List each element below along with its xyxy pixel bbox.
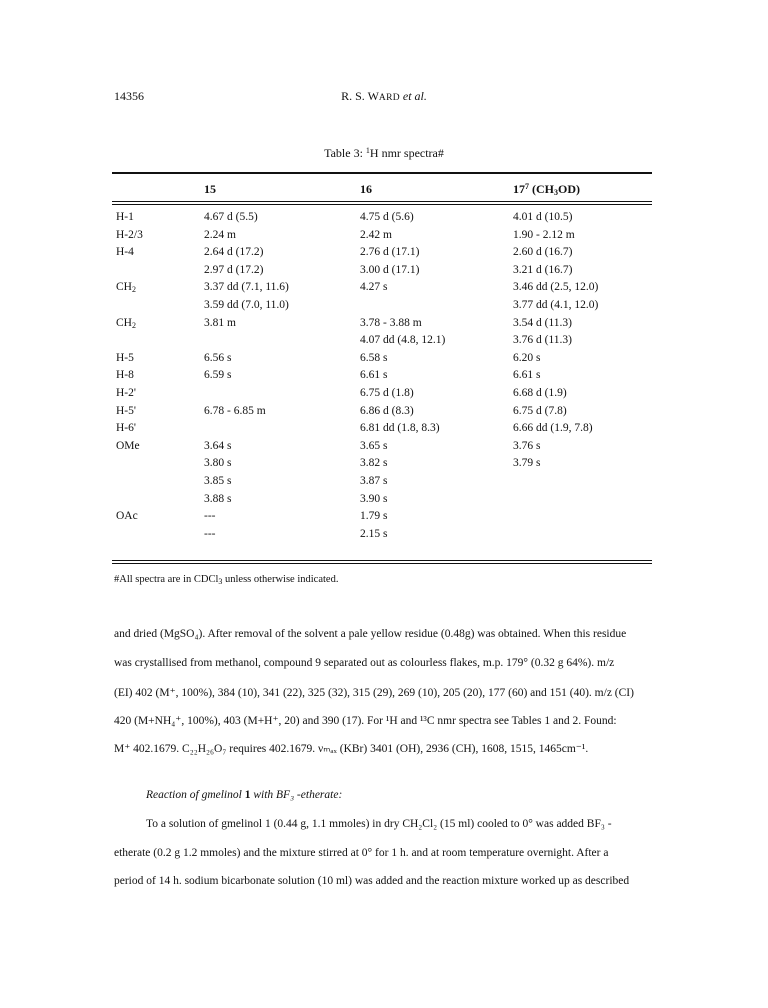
cell-16: 6.86 d (8.3): [360, 404, 414, 417]
table-caption-sup: 1: [365, 146, 370, 155]
p2-line: etherate (0.2 g 1.2 mmoles) and the mixture stirred at 0° for 1 h. and at room temperature overnight. After a: [114, 847, 609, 859]
cell-17: 6.61 s: [513, 369, 541, 382]
cell-16: 2.42 m: [360, 228, 392, 241]
col-header-17-solvent: (CH: [532, 182, 554, 196]
cell-15: 6.56 s: [204, 351, 232, 364]
table-bottom-rule: [112, 560, 652, 561]
cell-17: 3.76 s: [513, 439, 541, 452]
cell-16: 2.76 d (17.1): [360, 246, 420, 259]
cell-15: ---: [204, 527, 216, 540]
row-label: H-5: [116, 351, 134, 364]
running-head-author: R. S. W: [341, 89, 379, 103]
cell-16: 3.00 d (17.1): [360, 263, 420, 276]
p2-line: To a solution of gmelinol 1 (0.44 g, 1.1 mmoles) in dry CH₂Cl₂ (15 ml) cooled to 0° was added BF₃ -: [146, 818, 612, 830]
table-header-rule-2: [112, 204, 652, 205]
row-label: H-1: [116, 211, 134, 223]
table-caption-text: H nmr spectra#: [369, 146, 444, 160]
cell-15: 3.59 dd (7.0, 11.0): [204, 299, 289, 311]
cell-15: 2.97 d (17.2): [204, 263, 264, 276]
table-bottom-rule-2: [112, 563, 652, 564]
row-label: OMe: [116, 439, 140, 452]
cell-15: 3.80 s: [204, 457, 232, 470]
cell-15: 3.88 s: [204, 492, 232, 505]
running-head: [0, 89, 768, 104]
table-footnote: [114, 574, 338, 585]
p1-line: 420 (M+NH₄⁺, 100%), 403 (M+H⁺, 20) and 390 (17). For ¹H and ¹³C nmr spectra see Tables 1 and 2. Found:: [114, 715, 617, 727]
heading-text: Reaction of gmelinol: [146, 789, 245, 801]
cell-17: 4.01 d (10.5): [513, 211, 573, 223]
cell-16: 6.58 s: [360, 351, 388, 364]
cell-17: 6.20 s: [513, 351, 541, 364]
cell-16: 6.81 dd (1.8, 8.3): [360, 422, 440, 435]
footnote-sub: 3: [218, 577, 223, 586]
table-header-rule: [112, 201, 652, 202]
cell-16: 6.61 s: [360, 369, 388, 382]
cell-17: 3.77 dd (4.1, 12.0): [513, 299, 599, 311]
running-head-suffix: et al.: [402, 89, 427, 103]
row-label: OAc: [116, 510, 138, 523]
p2-line: period of 14 h. sodium bicarbonate solution (10 ml) was added and the reaction mixture worked up as described: [114, 875, 630, 887]
cell-16: 3.90 s: [360, 492, 388, 505]
cell-16: 4.27 s: [360, 281, 388, 294]
cell-15: 4.67 d (5.5): [204, 211, 258, 223]
cell-16: 1.79 s: [360, 510, 388, 523]
cell-17: 6.66 dd (1.9, 7.8): [513, 422, 593, 435]
page-number: 14356: [114, 89, 144, 103]
cell-17: 3.76 d (11.3): [513, 334, 572, 347]
cell-15: 3.81 m: [204, 316, 236, 329]
row-label: H-2/3: [116, 228, 143, 241]
row-label: H-6': [116, 422, 136, 435]
section-heading: [146, 789, 342, 801]
col-header-17-num: 17: [513, 182, 525, 196]
cell-17: 3.21 d (16.7): [513, 263, 573, 276]
table-top-rule: [112, 172, 652, 174]
p1-line: was crystallised from methanol, compound 9 separated out as colourless flakes, m.p. 179° (0.32 g 64%). m/z: [114, 657, 615, 669]
col-header-17-solvent-end: OD): [558, 182, 580, 196]
cell-16: 2.15 s: [360, 527, 388, 540]
cell-17: 6.75 d (7.8): [513, 404, 567, 417]
row-label: H-8: [116, 369, 134, 382]
table-caption: [0, 146, 768, 161]
heading-text-end: with BF₃ -etherate:: [250, 789, 343, 801]
row-label: $CH_2$: [116, 316, 136, 330]
row-label: H-5': [116, 404, 136, 417]
cell-17: 1.90 - 2.12 m: [513, 228, 575, 241]
cell-15: 6.59 s: [204, 369, 232, 382]
row-label: H-2': [116, 387, 136, 399]
p1-line: and dried (MgSO₄). After removal of the solvent a pale yellow residue (0.48g) was obtained. When this residue: [114, 628, 627, 640]
cell-15: 3.64 s: [204, 439, 232, 452]
cell-15: ---: [204, 510, 216, 523]
cell-15: 2.64 d (17.2): [204, 246, 264, 259]
row-label: H-4: [116, 246, 134, 259]
row-label-sub: 2: [131, 320, 136, 330]
footnote-text: #All spectra are in CDCl: [114, 574, 219, 585]
cell-17: 3.46 dd (2.5, 12.0): [513, 281, 599, 294]
col-header-17-solvent-sub: 3: [554, 188, 558, 197]
cell-17: 3.54 d (11.3): [513, 316, 572, 329]
cell-16: 4.75 d (5.6): [360, 211, 414, 223]
col-header-16: 16: [360, 182, 372, 196]
col-header-17-sup: 7: [525, 182, 529, 191]
cell-15: 3.37 dd (7.1, 11.6): [204, 281, 289, 294]
cell-16: 3.65 s: [360, 439, 388, 452]
cell-15: 3.85 s: [204, 475, 232, 487]
cell-16: 3.82 s: [360, 457, 388, 470]
row-label-sub: 2: [131, 285, 136, 295]
cell-17: 6.68 d (1.9): [513, 387, 567, 399]
cell-16: 4.07 dd (4.8, 12.1): [360, 334, 446, 347]
cell-15: 2.24 m: [204, 228, 236, 241]
running-head-author-smallcaps: ARD: [378, 93, 400, 103]
p1-line: M⁺ 402.1679. C₂₂H₂₆O₇ requires 402.1679. νₘₐₓ (KBr) 3401 (OH), 2936 (CH), 1608, 1515, 1465cm⁻¹.: [114, 743, 589, 755]
footnote-text-end: unless otherwise indicated.: [222, 574, 339, 585]
heading-compound-number: 1: [244, 789, 251, 801]
row-label: $CH_2$: [116, 281, 136, 295]
p1-line: (EI) 402 (M⁺, 100%), 384 (10), 341 (22), 325 (32), 315 (29), 269 (10), 205 (20), 177 (60) and 151 (40). m/z (CI): [114, 687, 634, 699]
col-header-17: [513, 182, 580, 197]
cell-16: 3.78 - 3.88 m: [360, 316, 422, 329]
col-header-15: 15: [204, 182, 216, 196]
cell-17: 2.60 d (16.7): [513, 246, 573, 259]
cell-15: 6.78 - 6.85 m: [204, 404, 266, 417]
cell-17: 3.79 s: [513, 457, 541, 470]
cell-16: 3.87 s: [360, 475, 388, 487]
table-caption-prefix: Table 3:: [324, 146, 366, 160]
cell-16: 6.75 d (1.8): [360, 387, 414, 399]
